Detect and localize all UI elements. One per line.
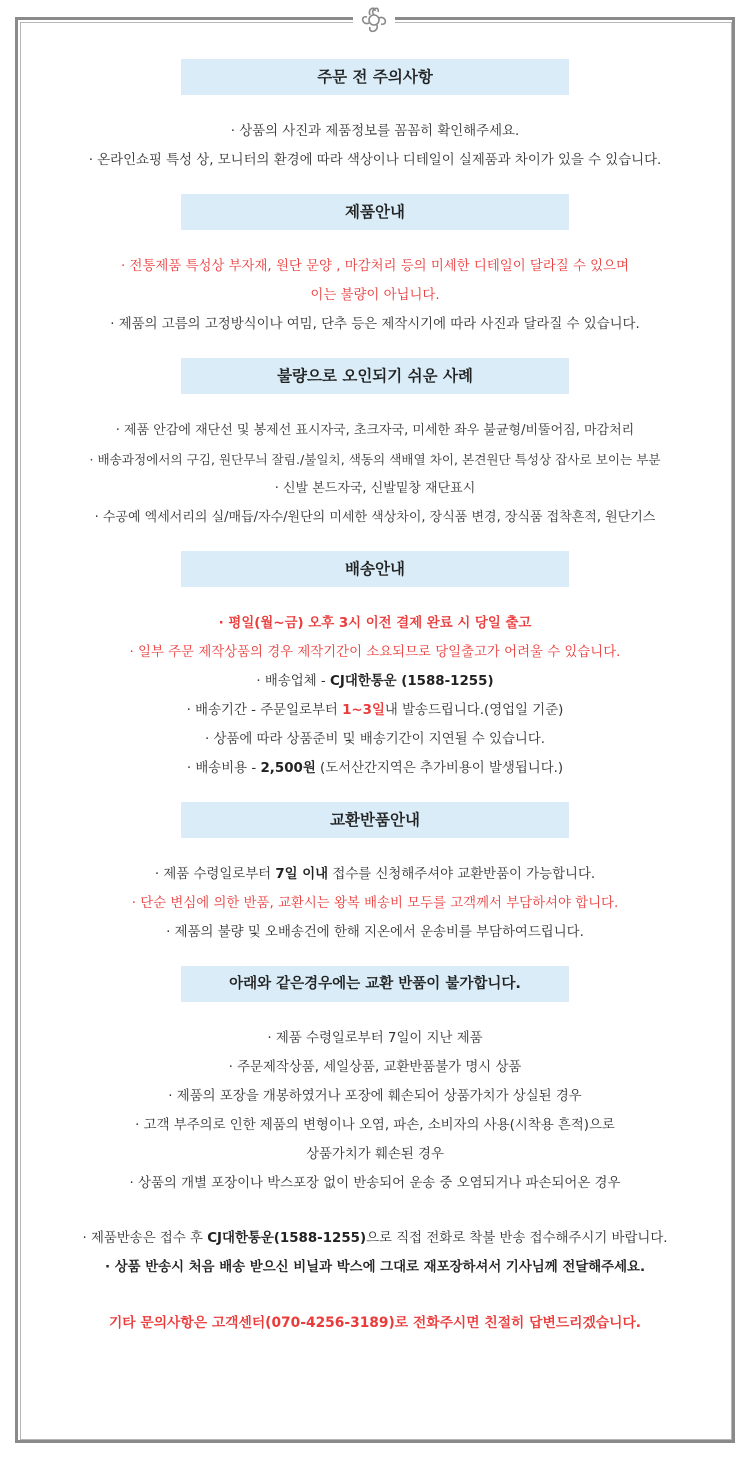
notice-line: · 제품 수령일로부터 7일 이내 접수를 신청해주셔야 교환반품이 가능합니다. — [154, 867, 596, 882]
notice-line: · 배송기간 - 주문일로부터 1~3일내 발송드립니다.(영업일 기준) — [186, 703, 564, 718]
notice-line: · 온라인쇼핑 특성 상, 모니터의 환경에 따라 색상이나 디테일이 실제품과 차이가 있을 수 있습니다. — [88, 153, 662, 168]
notice-line: · 평일(월~금) 오후 3시 이전 결제 완료 시 당일 출고 — [218, 616, 532, 631]
notice-line: 상품가치가 훼손된 경우 — [306, 1147, 444, 1162]
section-header-shipping: 배송안내 — [181, 551, 569, 587]
return-instruction-line: · 제품반송은 접수 후 CJ대한통운(1588-1255)으로 직접 전화로 착불 반송 접수해주시기 바랍니다. — [82, 1231, 668, 1246]
notice-line: · 상품의 사진과 제품정보를 꼼꼼히 확인해주세요. — [230, 124, 520, 139]
notice-line: · 배송비용 - 2,500원 (도서산간지역은 추가비용이 발생됩니다.) — [186, 761, 564, 776]
notice-line: · 일부 주문 제작상품의 경우 제작기간이 소요되므로 당일출고가 어려울 수 있습니다. — [129, 645, 621, 660]
notice-line: · 상품에 따라 상품준비 및 배송기간이 지연될 수 있습니다. — [204, 732, 546, 747]
notice-line: · 단순 변심에 의한 반품, 교환시는 왕복 배송비 모두를 고객께서 부담하셔야 합니다. — [131, 896, 619, 911]
repack-instruction-line: · 상품 반송시 처음 배송 받으신 비닐과 박스에 그대로 재포장하셔서 기사님께 전달해주세요. — [104, 1260, 646, 1275]
customer-center-line: 기타 문의사항은 고객센터(070-4256-3189)로 전화주시면 친절히 답변드리겠습니다. — [108, 1315, 642, 1331]
notice-line: · 제품 안감에 재단선 및 봉제선 표시자국, 초크자국, 미세한 좌우 불균형/비뚤어짐, 마감처리 — [115, 423, 635, 438]
notice-line: · 제품의 고름의 고정방식이나 여밈, 단추 등은 제작시기에 따라 사진과 달라질 수 있습니다. — [110, 317, 640, 332]
notice-line: · 수공예 엑세서리의 실/매듭/자수/원단의 미세한 색상차이, 장식품 변경, 장식품 접착흔적, 원단기스 — [94, 510, 656, 525]
notice-line: 이는 불량이 아닙니다. — [310, 288, 440, 303]
notice-line: · 주문제작상품, 세일상품, 교환반품불가 명시 상품 — [228, 1060, 522, 1075]
notice-content — [24, 40, 726, 1338]
section-header-order-notice: 주문 전 주의사항 — [181, 59, 569, 95]
section-header-defect-cases: 불량으로 오인되기 쉬운 사례 — [181, 358, 569, 394]
notice-line: · 신발 본드자국, 신발밑창 재단표시 — [274, 481, 476, 496]
notice-line: · 배송업체 - CJ대한통운 (1588-1255) — [256, 674, 494, 689]
section-header-product-info: 제품안내 — [181, 194, 569, 230]
notice-line: · 배송과정에서의 구김, 원단무늬 잘림./불일치, 색동의 색배열 차이, 본견원단 특성상 잡사로 보이는 부분 — [89, 452, 661, 467]
notice-line: · 제품의 포장을 개봉하였거나 포장에 훼손되어 상품가치가 상실된 경우 — [168, 1089, 582, 1104]
section-header-not-returnable: 아래와 같은경우에는 교환 반품이 불가합니다. — [181, 966, 569, 1002]
notice-line: · 상품의 개별 포장이나 박스포장 없이 반송되어 운송 중 오염되거나 파손되어온 경우 — [129, 1176, 621, 1191]
notice-line: · 고객 부주의로 인한 제품의 변형이나 오염, 파손, 소비자의 사용(시착용 흔적)으로 — [135, 1118, 615, 1133]
notice-line: · 제품 수령일로부터 7일이 지난 제품 — [267, 1031, 483, 1046]
notice-line: · 제품의 불량 및 오배송건에 한해 지온에서 운송비를 부담하여드립니다. — [166, 925, 584, 940]
flower-ornament-icon — [353, 1, 395, 39]
section-header-exchange-return: 교환반품안내 — [181, 802, 569, 838]
notice-line: · 전통제품 특성상 부자재, 원단 문양 , 마감처리 등의 미세한 디테일이 달라질 수 있으며 — [121, 259, 629, 274]
